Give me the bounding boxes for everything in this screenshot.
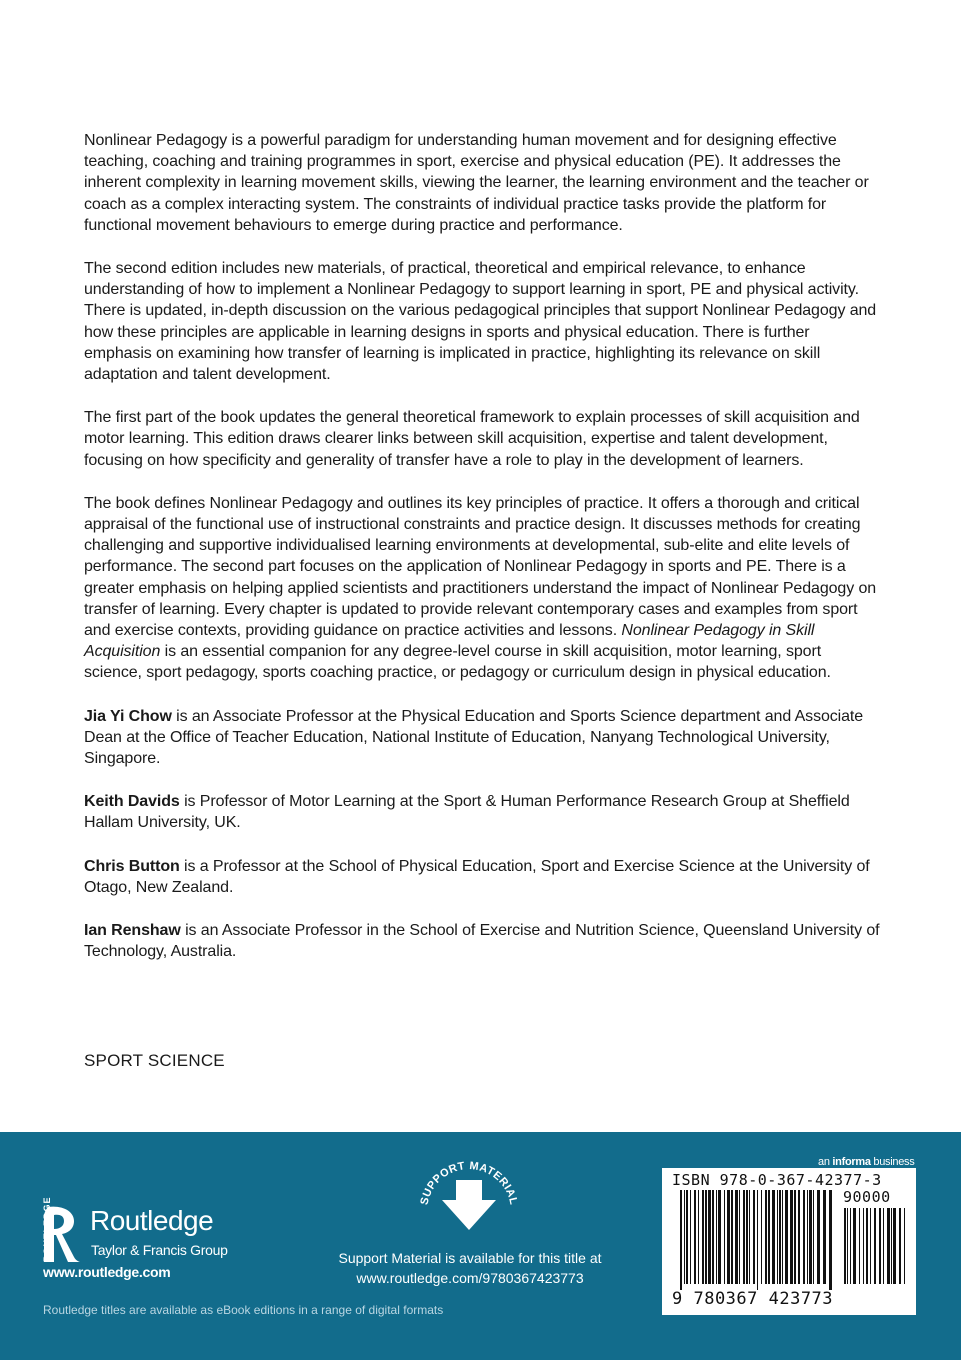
- support-url[interactable]: www.routledge.com/9780367423773: [356, 1270, 584, 1286]
- ebook-note: Routledge titles are available as eBook editions in a range of digital formats: [43, 1303, 444, 1317]
- barcode-bar: [785, 1190, 788, 1284]
- barcode-addon-bar: [904, 1208, 905, 1284]
- barcode-bar: [757, 1190, 758, 1290]
- barcode-bar: [727, 1190, 730, 1284]
- barcode-bar: [753, 1190, 755, 1284]
- barcode-bar: [777, 1190, 778, 1284]
- barcode-bar: [809, 1190, 812, 1284]
- barcode-bar: [749, 1190, 750, 1284]
- author-name: Ian Renshaw: [84, 922, 181, 940]
- barcode-bar: [829, 1190, 832, 1290]
- barcode-bar: [761, 1190, 762, 1284]
- barcode-bar: [739, 1190, 740, 1284]
- barcode-addon-bar: [866, 1208, 868, 1284]
- author-bio: [84, 856, 880, 898]
- barcode-bar: [718, 1190, 721, 1284]
- barcode-bar: [694, 1190, 696, 1284]
- barcode-bar: [768, 1190, 770, 1284]
- publisher-url[interactable]: www.routledge.com: [43, 1264, 171, 1280]
- routledge-vertical-wordmark: ROUTLEDGE: [42, 1196, 52, 1262]
- barcode-bar: [746, 1190, 748, 1284]
- description-paragraph-1: Nonlinear Pedagogy is a powerful paradigm for understanding human movement and for designing effective teaching, coaching and training programmes in sport, exercise and physical education (PE). It addresses the inherent complexity in learning movement skills, viewing the learner, the learning environment and the teacher or coach as a complex interacting system. The constraints of individual practice tasks provide the platform for functional movement behaviours to emerge during practice and performance.: [84, 132, 869, 234]
- barcode-addon-bar: [893, 1208, 896, 1284]
- barcode-bar: [731, 1190, 733, 1284]
- book-title-italic: Nonlinear Pedagogy in Skill Acquisition: [84, 622, 815, 661]
- support-badge-text: SUPPORT MATERIAL: [418, 1159, 520, 1207]
- author-name: Chris Button: [84, 857, 180, 875]
- barcode-bar: [680, 1190, 682, 1290]
- barcode-addon-bar: [879, 1208, 881, 1284]
- barcode-bar: [690, 1190, 691, 1284]
- description-paragraph-3: The first part of the book updates the general theoretical framework to explain processes of skill acquisition and motor learning. This edition draws clearer links between skill acquisition, expertise and talent development, focusing on how specificity and generality of transfer have a role to play in the development of learners.: [84, 409, 860, 469]
- informa-tagline: [818, 1156, 914, 1168]
- barcode-bar: [794, 1190, 796, 1284]
- author-bio-text: is an Associate Professor at the Physical Education and Sports Science department and Associate Dean at the Office of Teacher Education, National Institute of Education, Nanyang Technological University, Singapore.: [84, 707, 864, 768]
- author-name: Jia Yi Chow: [84, 707, 172, 725]
- informa-prefix: an: [818, 1156, 833, 1168]
- barcode-bar: [698, 1190, 699, 1284]
- barcode-bar: [765, 1190, 767, 1284]
- barcode-bar: [779, 1190, 781, 1284]
- barcode-bar: [702, 1190, 704, 1284]
- description-paragraph-4: [84, 493, 880, 684]
- barcode-bar: [743, 1190, 745, 1284]
- barcode-bar: [716, 1190, 717, 1284]
- download-arrow-icon: [442, 1180, 496, 1230]
- barcode-bar: [813, 1190, 814, 1284]
- barcode-bar: [798, 1190, 800, 1284]
- support-material-badge: [410, 1150, 528, 1238]
- barcode-bar: [823, 1190, 826, 1284]
- barcode-addon-bar: [853, 1208, 856, 1284]
- author-bio: [84, 706, 880, 770]
- barcode-addon-bar: [847, 1208, 848, 1284]
- barcode-addon-bar: [870, 1208, 871, 1284]
- paragraph-4-text-end: is an essential companion for any degree-level course in skill acquisition, motor learning, sport science, sport pedagogy, sports coaching practice, or pedagogy or curriculum design in physical education.: [84, 643, 831, 682]
- barcode-addon-bar: [887, 1208, 890, 1284]
- barcode-bar: [772, 1190, 775, 1284]
- barcode-addon-bar: [859, 1208, 860, 1284]
- support-material-note: [300, 1248, 640, 1288]
- barcode-bar: [686, 1190, 688, 1284]
- author-bio-text: is a Professor at the School of Physical Education, Sport and Exercise Science at the University of Otago, New Zealand.: [84, 857, 870, 896]
- barcode-bar: [817, 1190, 820, 1284]
- publisher-name: Routledge: [90, 1205, 214, 1236]
- isbn-text: ISBN 978-0-367-42377-3: [672, 1171, 882, 1189]
- barcode-bar: [724, 1190, 725, 1284]
- barcode-bar: [705, 1190, 707, 1284]
- barcode-bar: [708, 1190, 711, 1284]
- barcode-bar: [807, 1190, 808, 1284]
- barcode-bar: [735, 1190, 738, 1284]
- paragraph-4-text: The book defines Nonlinear Pedagogy and outlines its key principles of practice. It offers a thorough and critical appraisal of the functional use of instructional constraints and practice design. It discusses methods for creating challenging and supportive individualised learning environments at developmental, sub-elite and elite levels of performance. The second part focuses on the application of Nonlinear Pedagogy in sports and PE. There is a greater emphasis on helping applied scientists and practitioners understand the impact of Nonlinear Pedagogy on transfer of learning. Every chapter is updated to provide relevant contemporary cases and examples from sport and exercise contexts, providing guidance on practice activities and lessons.: [84, 494, 877, 640]
- author-bio: [84, 920, 880, 962]
- ean-digits: 9 780367 423773: [672, 1289, 834, 1309]
- barcode-bar: [712, 1190, 714, 1284]
- price-addon: 90000: [843, 1188, 891, 1206]
- barcode-addon-bar: [850, 1208, 851, 1284]
- barcode-addon-bar: [874, 1208, 876, 1284]
- barcode-addon-bar: [883, 1208, 884, 1284]
- barcode-addon-bar: [844, 1208, 846, 1284]
- publisher-group: Taylor & Francis Group: [91, 1242, 228, 1258]
- description-paragraph-2: The second edition includes new materials, of practical, theoretical and empirical relevance, to enhance understanding of how to implement a Nonlinear Pedagogy to support learning in sport, PE and physical activity. There is updated, in-depth discussion on the various pedagogical principles that support Nonlinear Pedagogy and how these principles are applicable in learning designs in sports and physical education. There is further emphasis on examining how transfer of learning is implicated in practice, highlighting its relevance on skill adaptation and talent development.: [84, 260, 877, 384]
- barcode-bar: [803, 1190, 805, 1284]
- subject-category: SPORT SCIENCE: [84, 1051, 225, 1070]
- author-bio: [84, 791, 880, 833]
- author-bio-text: is Professor of Motor Learning at the Sport & Human Performance Research Group at Sheffield Hallam University, UK.: [84, 793, 850, 832]
- barcode-bar: [782, 1190, 783, 1284]
- informa-suffix: business: [870, 1156, 915, 1168]
- author-bio-text: is an Associate Professor in the School of Exercise and Nutrition Science, Queensland University of Technology, Australia.: [84, 922, 880, 961]
- barcode-bar: [790, 1190, 793, 1284]
- barcode-addon-bar: [891, 1208, 892, 1284]
- author-name: Keith Davids: [84, 793, 180, 811]
- barcode-bar: [684, 1190, 685, 1284]
- informa-brand: informa: [832, 1156, 871, 1168]
- barcode-addon-bar: [899, 1208, 901, 1284]
- support-line-1: Support Material is available for this title at: [338, 1250, 602, 1266]
- back-cover-copy: [84, 130, 880, 985]
- barcode-addon-bar: [863, 1208, 864, 1284]
- isbn-barcode: [662, 1168, 916, 1315]
